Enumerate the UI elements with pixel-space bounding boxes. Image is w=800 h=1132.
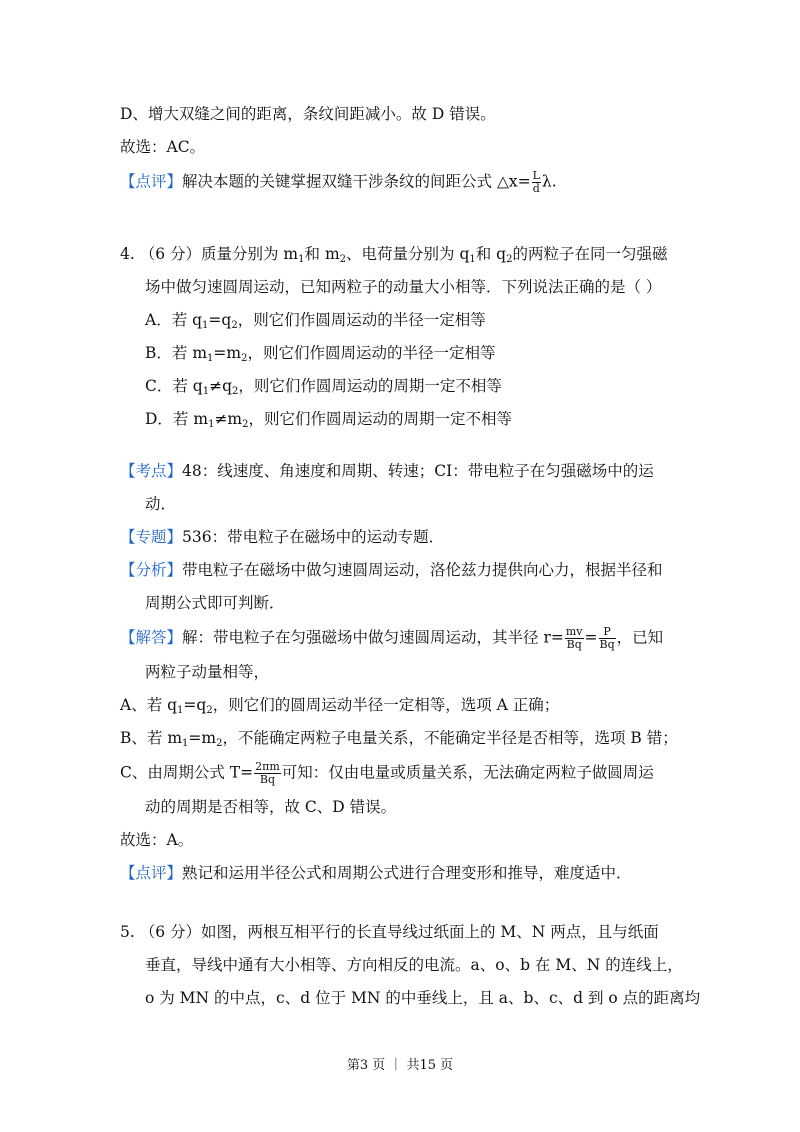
solution-b: B、若 $m_1=m_2$，不能确定两粒子电量关系，不能确定半径是否相等，选项 B 错； <box>120 729 678 749</box>
jieda-line-2: 两粒子动量相等， <box>145 663 270 681</box>
radius-fraction-2: $\frac{P}{Bq}$ <box>599 625 615 651</box>
radius-fraction-1: $\frac{mv}{Bq}$ <box>565 625 583 651</box>
question-5-line-1: 5. （6 分）如图，两根互相平行的长直导线过纸面上的 M、N 两点，且与纸面 <box>120 923 659 941</box>
zhuanti-tag: 【专题】 <box>120 528 183 546</box>
page-footer: 第3 页 ｜ 共15 页 <box>346 1058 454 1073</box>
option-d: D．若 $m_1\ne m_2$，则它们作圆周运动的周期一定不相等 <box>145 410 513 430</box>
jieda-tag: 【解答】 <box>120 628 183 647</box>
kaodian-line: 【考点】48：线速度、角速度和周期、转速；CI：带电粒子在匀强磁场中的运 <box>120 462 654 480</box>
option-c: C．若 $q_1\ne q_2$，则它们作圆周运动的周期一定不相等 <box>145 377 502 397</box>
answer-line-2: 故选：A。 <box>120 831 194 849</box>
dianping-tag: 【点评】 <box>120 864 183 882</box>
jieda-line: 【解答】解：带电粒子在匀强磁场中做匀速圆周运动，其半径 r= $\frac{mv}{Bq}$ = $\frac{P}{Bq}$ ，已知 <box>120 625 664 651</box>
kaodian-tag: 【考点】 <box>120 462 183 480</box>
period-fraction: $\frac{2\pi m}{Bq}$ <box>255 760 280 786</box>
answer-line: 故选：AC。 <box>120 138 206 156</box>
question-4-stem: 4. （6 分）质量分别为 $m_1$和 $m_2$、电荷量分别为 $q_1$和 $q_2$的两粒子在同一匀强磁 <box>120 245 668 265</box>
comment-tag: 【点评】 <box>120 172 183 191</box>
fenxi-tag: 【分析】 <box>120 561 183 579</box>
zhuanti-line: 【专题】536：带电粒子在磁场中的运动专题． <box>120 528 445 546</box>
option-b: B．若 $m_1=m_2$，则它们作圆周运动的半径一定相等 <box>145 344 496 364</box>
option-a: A．若 $q_1=q_2$，则它们作圆周运动的半径一定相等 <box>145 311 486 331</box>
solution-c-2: 动的周期是否相等，故 C、D 错误。 <box>145 798 397 816</box>
comment-text: 解决本题的关键掌握双缝干涉条纹的间距公式 △x= <box>182 172 531 191</box>
question-5-line-2: 垂直，导线中通有大小相等、方向相反的电流。a、o、b 在 M、N 的连线上， <box>145 956 683 974</box>
fenxi-line-2: 周期公式即可判断． <box>145 594 285 612</box>
question-5-line-3: o 为 MN 的中点，c、d 位于 MN 的中垂线上，且 a、b、c、d 到 o 点的距离均 <box>145 989 701 1007</box>
comment-line <box>120 170 557 195</box>
kaodian-line-2: 动． <box>145 495 177 513</box>
formula-tail: λ. <box>541 172 557 191</box>
solution-c: C、由周期公式 T= $\frac{2\pi m}{Bq}$ 可知：仅由电量或质量关系，无法确定两粒子做圆周运 <box>120 760 654 786</box>
fenxi-line: 【分析】带电粒子在磁场中做匀速圆周运动，洛伦兹力提供向心力，根据半径和 <box>120 561 663 579</box>
dianping-line: 【点评】熟记和运用半径公式和周期公式进行合理变形和推导，难度适中． <box>120 864 632 882</box>
text-line: D、增大双缝之间的距离，条纹间距减小。故 D 错误。 <box>120 105 496 123</box>
question-4-stem-2: 场中做匀速圆周运动，已知两粒子的动量大小相等．下列说法正确的是（ ） <box>145 278 662 296</box>
solution-a: A、若 $q_1=q_2$，则它们的圆周运动半径一定相等，选项 A 正确； <box>120 696 560 716</box>
formula-fraction: $\frac{L}{d}$ <box>532 169 540 195</box>
